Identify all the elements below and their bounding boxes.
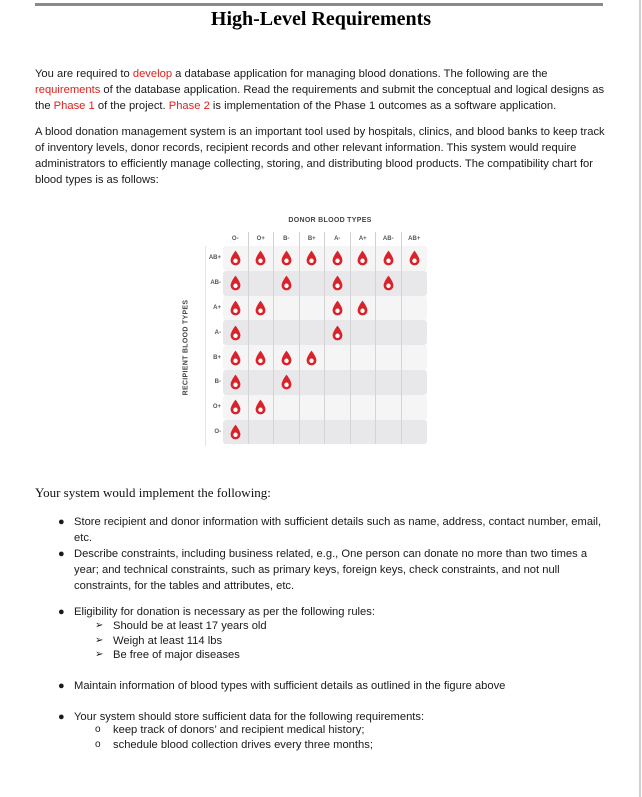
blood-drop-icon [356, 250, 369, 266]
recipient-type-label: O- [214, 428, 221, 435]
compatibility-cell [402, 271, 428, 296]
chart-axis-line [205, 246, 206, 446]
compatibility-cell [325, 370, 351, 395]
donor-type-header: AB- [376, 232, 402, 246]
page-edge [639, 0, 641, 797]
compatibility-cell [376, 420, 402, 445]
paragraph-text: of the database application. Read the requirements and submit the conceptual and logical designs as the [35, 84, 605, 112]
blood-drop-icon [382, 250, 395, 266]
bullet-icon: ● [58, 548, 65, 560]
compatibility-cell [325, 320, 351, 345]
requirement-text: Maintain information of blood types with sufficient details as outlined in the figure above [74, 680, 506, 692]
donor-type-header: O+ [249, 232, 275, 246]
sub-requirement-text: keep track of donors’ and recipient medical history; [113, 724, 365, 736]
compatibility-cell [274, 320, 300, 345]
blood-compatibility-chart [170, 214, 430, 444]
compatibility-cell [376, 320, 402, 345]
paragraph-text: a database application for managing blood donations. The following are the [172, 68, 548, 80]
compatibility-cell [300, 271, 326, 296]
recipient-row [213, 345, 427, 370]
highlighted-term: Phase 1 [53, 100, 95, 112]
recipient-row [214, 420, 427, 445]
blood-drop-icon [331, 275, 344, 291]
blood-drop-icon [229, 424, 242, 440]
donor-column-headers [223, 232, 427, 246]
blood-drop-icon [382, 275, 395, 291]
bullet-icon: ● [58, 680, 65, 692]
bullet-icon: ● [58, 516, 65, 528]
blood-drop-icon [356, 300, 369, 316]
highlighted-term: requirements [35, 84, 101, 96]
compatibility-cell [274, 345, 300, 370]
compatibility-cell [376, 370, 402, 395]
sub-requirement-text: schedule blood collection drives every three months; [113, 738, 373, 751]
compatibility-cell [223, 395, 249, 420]
compatibility-cell [249, 345, 275, 370]
compatibility-cell [300, 320, 326, 345]
blood-drop-icon [280, 350, 293, 366]
compatibility-cell [223, 345, 249, 370]
compatibility-cell [376, 345, 402, 370]
recipient-row [210, 271, 427, 296]
compatibility-cell [223, 246, 249, 271]
compatibility-cell [402, 320, 428, 345]
bullet-icon: ● [58, 606, 65, 618]
compatibility-cell [402, 345, 428, 370]
compatibility-cell [249, 395, 275, 420]
circle-bullet-icon: o [95, 738, 101, 750]
blood-drop-icon [331, 250, 344, 266]
blood-drop-icon [280, 374, 293, 390]
compatibility-cell [223, 370, 249, 395]
compatibility-cell [376, 395, 402, 420]
compatibility-cell [351, 246, 377, 271]
compatibility-cell [325, 246, 351, 271]
blood-drop-icon [254, 350, 267, 366]
paragraph-text: You are required to [35, 68, 133, 80]
compatibility-cell [376, 246, 402, 271]
compatibility-cell [376, 296, 402, 321]
compatibility-cell [351, 271, 377, 296]
blood-drop-icon [280, 250, 293, 266]
recipient-row [212, 395, 427, 420]
blood-drop-icon [331, 300, 344, 316]
implement-heading: Your system would implement the following: [35, 485, 271, 500]
recipient-row [214, 370, 427, 395]
compatibility-cell [325, 420, 351, 445]
compatibility-cell [249, 420, 275, 445]
requirement-text: Eligibility for donation is necessary as per the following rules: [74, 606, 375, 618]
requirement-text: Describe constraints, including business related, e.g., One person can donate no more than two times a year; and technical constraints, such as primary keys, foreign keys, check constraints, and not null constraints, for the tables and attributes, etc. [74, 548, 588, 592]
compatibility-cell [274, 296, 300, 321]
recipient-row [214, 320, 427, 345]
page-title: High-Level Requirements [210, 8, 432, 30]
compatibility-cell [249, 370, 275, 395]
blood-drop-icon [254, 300, 267, 316]
highlighted-term: Phase 2 [168, 100, 210, 112]
compatibility-cell [351, 345, 377, 370]
compatibility-cell [351, 370, 377, 395]
blood-drop-icon [280, 275, 293, 291]
donor-type-header: B- [274, 232, 300, 246]
compatibility-cell [402, 420, 428, 445]
paragraph-text: of the project. [94, 100, 169, 112]
compatibility-cell [274, 370, 300, 395]
blood-drop-icon [305, 350, 318, 366]
compatibility-cell [249, 246, 275, 271]
blood-drop-icon [229, 399, 242, 415]
recipient-type-label: B+ [213, 354, 221, 361]
donor-type-header: AB+ [408, 236, 421, 242]
compatibility-cell [274, 271, 300, 296]
compatibility-cell [300, 420, 326, 445]
arrow-bullet-icon: ➢ [95, 634, 104, 646]
recipient-row [208, 246, 427, 271]
circle-bullet-icon: o [95, 724, 101, 735]
compatibility-cell [402, 395, 428, 420]
chart-title: DONOR BLOOD TYPES [288, 217, 372, 224]
chart-y-axis-label: RECIPIENT BLOOD TYPES [182, 299, 190, 396]
recipient-row [213, 296, 427, 321]
compatibility-cell [351, 395, 377, 420]
sub-requirement-text: Weigh at least 114 lbs [113, 634, 223, 647]
recipient-type-label: AB+ [208, 255, 221, 262]
compatibility-cell [249, 296, 275, 321]
compatibility-cell [300, 296, 326, 321]
compatibility-cell [351, 320, 377, 345]
blood-drop-icon [305, 250, 318, 266]
blood-drop-icon [229, 350, 242, 366]
paragraph-text: is implementation of the Phase 1 outcomes as a software application. [209, 100, 557, 112]
compatibility-cell [351, 420, 377, 445]
arrow-bullet-icon: ➢ [95, 620, 104, 631]
requirement-text: Store recipient and donor information with sufficient details such as name, address, contact number, email, etc. [74, 516, 602, 544]
compatibility-cell [300, 370, 326, 395]
compatibility-cell [325, 296, 351, 321]
compatibility-cell [300, 246, 326, 271]
compatibility-cell [376, 271, 402, 296]
recipient-type-label: B- [214, 379, 221, 386]
top-rule [35, 3, 603, 6]
donor-type-header: A+ [351, 232, 377, 246]
compatibility-cell [274, 246, 300, 271]
recipient-type-label: A+ [213, 304, 221, 311]
compatibility-cell [325, 271, 351, 296]
blood-drop-icon [254, 399, 267, 415]
blood-drop-icon [229, 374, 242, 390]
recipient-type-label: A- [214, 329, 221, 336]
highlighted-term: develop [132, 68, 173, 80]
intro-paragraph [35, 66, 605, 114]
recipient-type-label: O+ [212, 404, 221, 411]
compatibility-cell [223, 420, 249, 445]
compatibility-cell [402, 246, 428, 271]
compatibility-cell [223, 296, 249, 321]
compatibility-cell [351, 296, 377, 321]
compatibility-cell [300, 395, 326, 420]
blood-drop-icon [254, 250, 267, 266]
bullet-icon: ● [58, 711, 65, 723]
recipient-type-label: AB- [210, 280, 221, 287]
blood-drop-icon [331, 325, 344, 341]
compatibility-cell [300, 345, 326, 370]
blood-drop-icon [229, 275, 242, 291]
blood-drop-icon [408, 250, 421, 266]
compatibility-cell [402, 296, 428, 321]
description-paragraph: A blood donation management system is an important tool used by hospitals, clinics, and blood banks to keep track of inventory levels, donor records, recipient records and other relevant information. This system would require administrators to efficiently manage collecting, storing, and distributing blood products. The compatibility chart for blood types is as follows: [35, 126, 605, 186]
compatibility-grid [208, 246, 427, 444]
donor-type-header: B+ [300, 232, 326, 246]
blood-drop-icon [229, 325, 242, 341]
compatibility-cell [249, 320, 275, 345]
compatibility-cell [325, 345, 351, 370]
donor-type-header: O- [223, 232, 249, 246]
compatibility-cell [274, 420, 300, 445]
arrow-bullet-icon: ➢ [95, 649, 104, 660]
compatibility-cell [402, 370, 428, 395]
blood-drop-icon [229, 300, 242, 316]
sub-requirement-text: Should be at least 17 years old [113, 620, 267, 632]
compatibility-cell [223, 271, 249, 296]
sub-requirement-text: Be free of major diseases [113, 649, 240, 661]
compatibility-cell [274, 395, 300, 420]
donor-type-header: A- [325, 232, 351, 246]
compatibility-cell [249, 271, 275, 296]
blood-drop-icon [229, 250, 242, 266]
compatibility-cell [223, 320, 249, 345]
requirement-text: Your system should store sufficient data for the following requirements: [74, 711, 425, 723]
compatibility-cell [325, 395, 351, 420]
